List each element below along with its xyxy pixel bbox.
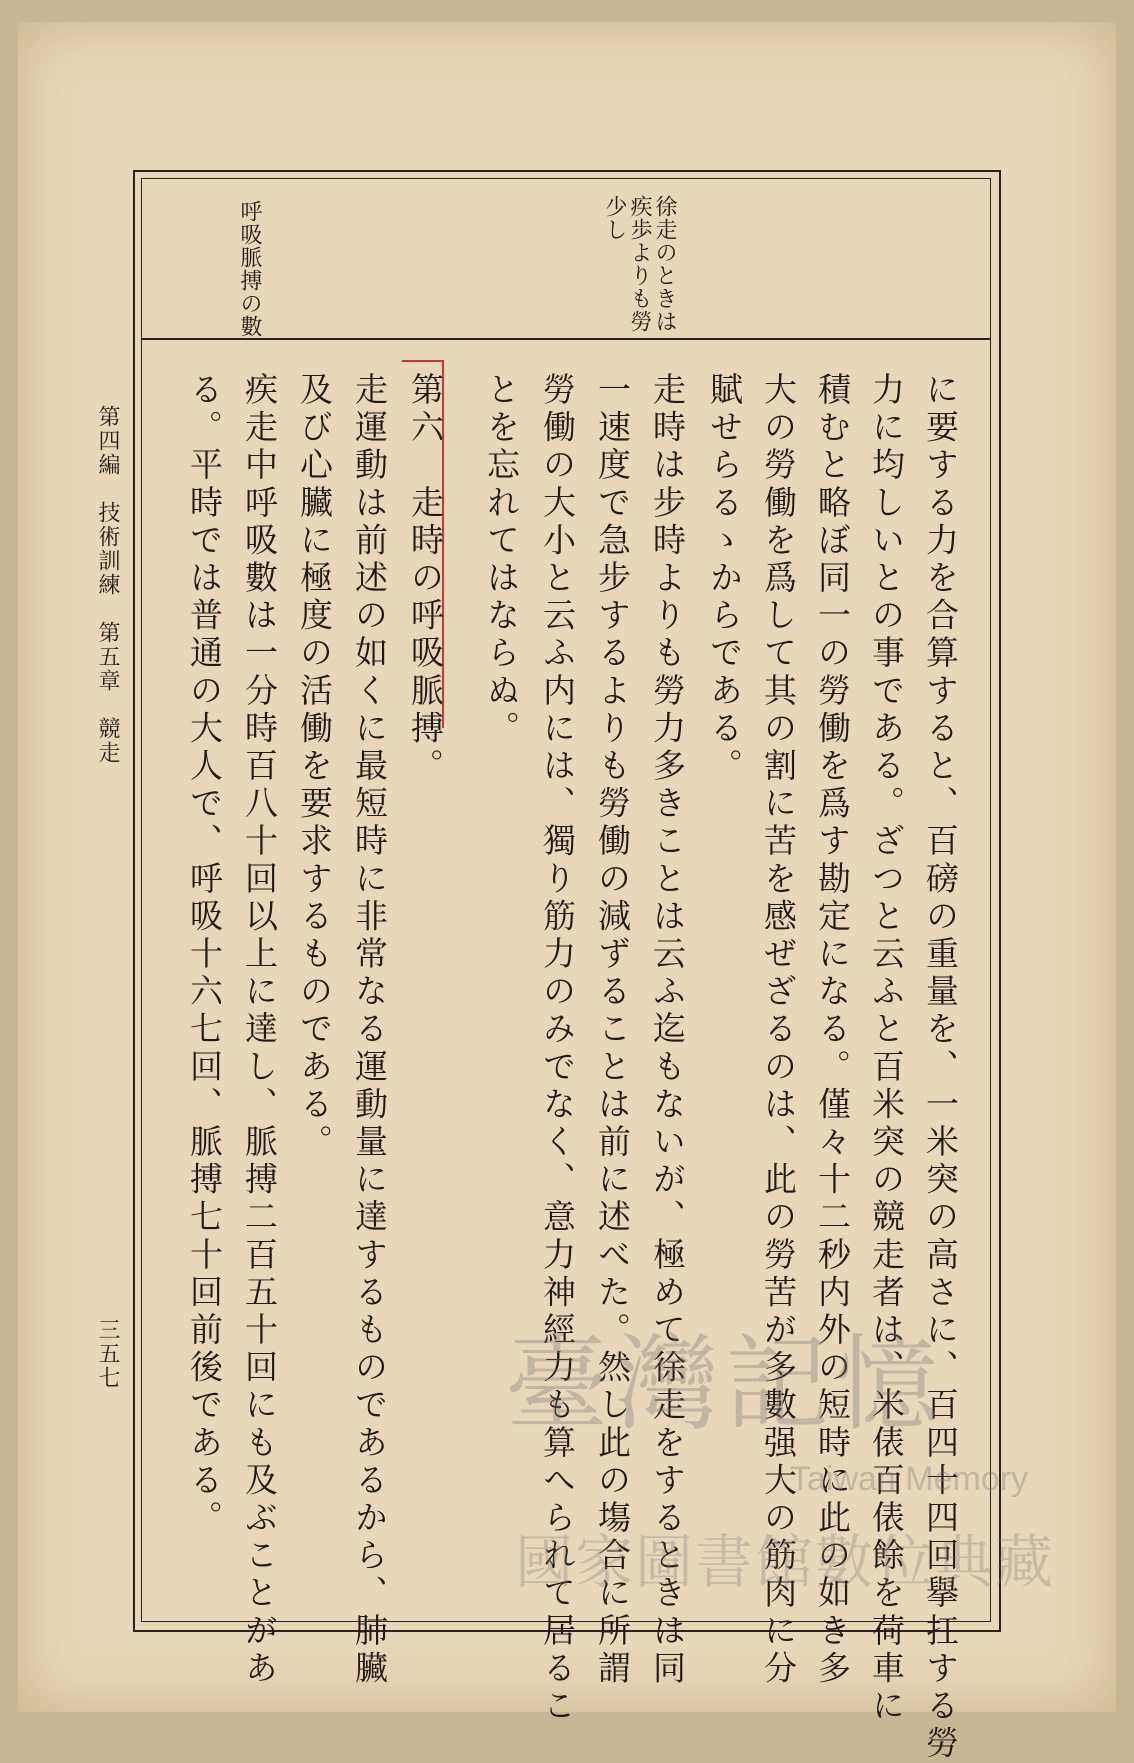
page-number: 三五七	[95, 1318, 120, 1390]
body-line: 賦せらるゝからである。	[705, 372, 744, 786]
margin-note-line: 徐走のときは	[652, 195, 677, 333]
body-line: 走時は步時よりも勞力多きことは云ふ迄もないが、極めて徐走をするときは同	[648, 372, 687, 1688]
body-line: 一速度で急步するよりも勞働の減ずることは前に述べた。然し此の塲合に所謂	[593, 372, 632, 1688]
body-line: る。平時では普通の大人で、呼吸十六七回、脈搏七十回前後である。	[185, 372, 224, 1538]
margin-note-line: 疾歩よりも勞	[627, 195, 652, 333]
margin-note-line: 呼吸脈搏の數	[237, 200, 262, 338]
body-line: に要する力を合算すると、百磅の重量を、一米突の高さに、百四十四回擧扛する勞	[921, 372, 960, 1763]
body-line: 疾走中呼吸數は一分時百八十回以上に達し、脈搏二百五十回にも及ぶことがあ	[240, 372, 279, 1688]
body-line: 及び心臟に極度の活働を要求するものである。	[295, 372, 334, 1162]
running-head: 第四編 技術訓練 第五章 競走	[95, 405, 120, 765]
watermark-subtitle: 國家圖書館數位典藏	[515, 1528, 1056, 1596]
watermark-title: 臺灣記憶	[505, 1323, 946, 1445]
margin-note-line: 少し	[602, 195, 627, 241]
body-line: 走運動は前述の如くに最短時に非常なる運動量に達するものであるから、肺臟	[350, 372, 389, 1688]
body-line: 積むと略ぼ同一の勞働を爲す勘定になる。僅々十二秒内外の短時に此の如き多	[813, 372, 852, 1688]
header-rule	[141, 338, 991, 340]
body-line: とを忘れてはならぬ。	[482, 372, 521, 748]
section-heading: 第六 走時の呼吸脈搏。	[406, 372, 445, 786]
body-line: 力に均しいとの事である。ざつと云ふと百米突の競走者は、米俵百俵餘を荷車に	[867, 372, 906, 1726]
watermark-english: Taiwan Memory	[790, 1460, 1029, 1498]
body-line: 大の勞働を爲して其の割に苦を感ぜざるのは、此の勞苦が多數强大の筋肉に分	[759, 372, 798, 1688]
body-line: 勞働の大小と云ふ内には、獨り筋力のみでなく、意力神經力も算へられて居るこ	[538, 372, 577, 1726]
